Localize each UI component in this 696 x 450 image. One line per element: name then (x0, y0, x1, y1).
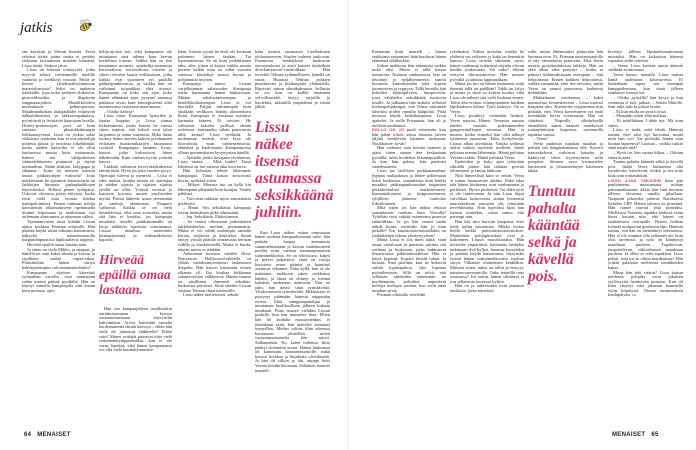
article-column (372, 50, 446, 298)
body-paragraph (450, 114, 524, 160)
body-paragraph (608, 73, 683, 96)
paragraph-text: Hirveää epäillä omaa lastaan näin. (27, 241, 88, 247)
paragraph-text: kivettyy jälleen läpitunkemattomaan muotoksi. Hän on kiskaissut kätensä vapaaksi äidin otteesta. (608, 49, 683, 64)
paragraph-text: Mutta jos tuo on hänen tyttärensä, mitä ihmettä tällä on päällään? Takki on lyhyt ja musta ja siinä on korkea kaulus, eikä Lissu ole nähnyt sitä vielä koskaan ennen. Takin alta erottuu viininpunainen tunikan läpikuultava helma. Tyttö kääntyy. On se Veera. (450, 81, 525, 114)
paragraph-text: Kampaaja tuntee Lissun varjelluimmat salaisuudet. Kampaaja tietää harmaanta hänen hiuksissaan. Mitään arkaluonteisempaa ja henkilökohtaisempaa Lissu ei voi kuvitella. Paljon intiimimpää kuin yksikään verkkoon ladattu alastonkuva ikinä. Kampaaja ei koskaan mainitse harmaita ääneen. Ei tarvitse. He vaihtavat katseita peilissä tämän todetessa: laitetaanko vähän punertavaa tällä kertaa? Lissu nyökkää. Ja molemmat tietävät, ettei kyse ole hiusväristä, vaan vanhenemisesta, elämästä ja kuolemasta. Kampaamossa ollaan perimmäisten kysymysten äärellä. (178, 81, 251, 156)
body-paragraph (450, 50, 524, 82)
body-paragraph (22, 50, 95, 68)
body-paragraph (608, 50, 683, 64)
paragraph-text: Prisman edustalla vetelehtii (377, 292, 426, 298)
body-paragraph (99, 307, 172, 353)
paragraph-text: Maksettuaan ostoksensa – kaksi maustettua kivennäisvettä – Lissu marssii kaupasta ulos. Kuvittelee viipyneensä niin pitkään, ettei Veera kavereineen voi enää mitenkään lorvia ovensuussa. Hän on väärässä. Nopealla silmäyksellä täsmälleen samat naamat malekoivat roskapönttöjen kupeessa, useimmilla tupakka suussa. (528, 94, 603, 137)
paragraph-text: – Hmm. Siis seksikästä, kampaaja toteaa tietäväinen pilke silmissään. (178, 205, 251, 215)
paragraph-text: – Mennään sitten yhtä matkaa. (613, 113, 667, 119)
article-column (255, 49, 334, 373)
paragraph-text: Lissu näkee tuetietoisen, seksik- (183, 292, 240, 298)
magazine-name: MENAISET (37, 432, 71, 438)
body-paragraph (450, 284, 524, 293)
body-paragraph (22, 68, 95, 220)
right-page (348, 0, 696, 450)
paragraph-text: Kampaamo sijaitsee kätevästi työmatkan varrella, vain muutaman sadan metrin päässä pysäkiltä. Hän on käynyt samalla kampaajalla niin kauan kuin muistaa, opis- (22, 269, 95, 293)
paragraph-text: Hän suo kampaajalleen tavallistakin aurinkoisemman hymyn vastaanottaessaan höyryävän kahvimukin. Arvioi kuitenkin samalla huolestuneena tämän kasvoja – eihän hän vielä ole jäämässä eläkkeelle? Eihän vain? Monet yrittäjät painavat töitä vielä seitsemänkymppisenäkin, kun ei ole varaa lopettaa, eikä hänen kampaajansa voi olla vielä kuuttakymmentä- (99, 305, 172, 353)
body-paragraph (99, 165, 172, 243)
paragraph-text: Missä hän teki väärin? Lissu kaivaa mielensä pohjalta esiin jokaisen syyllisyyttä herättävän muiston. Kun oli liian väsynyt eikä jaksanut kuunnella tytön höpötystä. Tämän ensimmäisen koulupäivän, »» (608, 269, 683, 298)
paragraph-text: Niin ihmeellistä kuin se onkin, Veera ei tunnu huomaavan äitiään. Ehkä siksi että hänen hiuksensa ovat vaaleammat ja pörhöiset. Hyvin pörhöiset. Tai ehkä tyttö ei ole tuntevinaan. Ja niin Lissu hiipii vaivihkaa kulsoovista sisään tyttärensä naureskelevan seurueen ohi, tyttärtään tervehtimättä. Niin typeräksi kuin hän itsensä tunteekin, vaisto sanoo, että parempi niin. (450, 173, 524, 220)
paragraph-text: Lissu juo lasillisen porkkanamehua, hyppää tuulipukuun ja lähtee polkemaan kohti keskustaa, samanlaista kuin kaikki muutkin pääkaupunkiseudun taajamien pikkukeskukset marketteineen, kunnantaloineen ja kirpputoreineen, tyhjilleen jääneine vanhoine liiketiloineen. (372, 168, 446, 206)
body-paragraph (178, 293, 251, 298)
paragraph-text: ran käytöstä ja Veeran ilmeitä. Veera selvästi tietää jotain mutta ei pettäisi siskoaan luottamusta mistään hinnasta, Lissu tietää. Siskosi jaloa. (22, 49, 95, 68)
paragraph-text: kään. Jostain syystä he eivät ole koskaan puhuneet hänen iästään. Tai lopettamisesta. Se on kuin jonkinlainen tabu, aihe, johon ei kajota vaikka muuta pörtein kaikki muu on tullut vuosien saatossa käsiteltyä monta kertaa ja pohjamutia myöten. (178, 49, 251, 82)
article-column (528, 50, 603, 295)
paragraph-text: – Toivoisin tukkaan myös samanlaista pörheyttä. (178, 196, 251, 206)
paragraph-text: – Veera, Lissu koettaa mutta äänestä särähtää avuttomuus. (608, 62, 683, 73)
pull-quote: Hirveää epäillä omaa lastaan. (99, 251, 171, 297)
paragraph-text: – Ei todellakaan. Lähde nyt. Mä tuun sitten. (608, 117, 683, 128)
paragraph-text: Siihen mekkoon hän ahtautuisi vaikka mikä olisi. Mutta ei tällä kertaa nutturoita. Nutturat vanhentavat, kun on täyttänyt jo neljäkymmentä, saavat huomion kiinnittymään joka arpeen juonteeseen ja ryppyyn. Tällä kerralla hän kokeilisi kiharapilveen, hiuspörröön, josta valahtelisi seksikkäitä suortuvia otsalle. Ja jalkaansa hän laittaisi sellaiset korkeapohjakengät, että Telma säärineen näyttäisi niiden rinnalla kääpiöltä. Pitää muistaa käydä kenkäkaupassa, Lissu ajattelee. Ja siellä Prismassa; hän oli jo melkein unohtanut. (372, 62, 446, 128)
paragraph-text: Aukeaman kuvassa säteilee Drew Barrymore. Hollywood-tähdellä on yllään vartalonmyötäisesti laskeutuva iltapuku. Hän katsoo kameraan toinen olkansa yli. Iho kuultaa kirkkaana salamavalojen välkkeessä. Hänen suunsa on aistillinen, ilmeensä seksikäs, hiuksensa pörröiset. Siinä säteilee Lissun vastaus Telman chaaristerontille. (178, 251, 251, 293)
paragraph-text: Hän kohottaa lehteä lähemmäs kampaajaa. Tämä katsoo arvioivasti kuvaa, nyökkää sitten. (178, 168, 251, 183)
body-paragraph (178, 50, 251, 82)
body-paragraph (22, 220, 95, 243)
body-paragraph (22, 248, 95, 271)
body-paragraph (528, 142, 603, 174)
body-paragraph (178, 156, 251, 170)
article-column (22, 50, 95, 293)
paragraph-text: Tuntuu pahalta kääntää selkä ja kävellä pois. Jättää Veera kulmiensa alta kyräilevän, kiroilevan, röökiä ja ties mitä kiskovan roskasakkiin. (608, 159, 683, 179)
paragraph-text: Lissu pysähtyy vetämään henkeä. Veera nauraa. Hänen Veeransa nauraa näiden mustiin pukeutuneiden gangsterinalkujen seurassa. Hän ei muista, koska viimeksi hän olisi nähnyt tyttärensä nauravan. Edes hymyilevän. Lissua alkaa arveluttaa. Vaikka sellaista onkin vaikea myöntää itselleen, häntä pelottaa mennä lähemmäs. Häntä pelottaa Veeran reaktio. Häntä pelottaa Veera. (450, 113, 524, 160)
article-column (608, 50, 683, 298)
body-paragraph (178, 252, 251, 293)
body-paragraph (372, 169, 446, 206)
paragraph-text: – Mikset. Minusta tuo on kyllä kin lähempänä pähkinää kuin burajaa. Vaalea pähkinä. (178, 182, 251, 197)
body-paragraph (372, 293, 446, 298)
paragraph-text: Hän on jo näkevinään rivin punaisia tunikoita, jotka näyttäisit (450, 283, 524, 293)
body-paragraph (450, 82, 524, 114)
paragraph-text: Lissu ottaa. Kampaaja hymyilee ja kaataa kuppiin, ja Lissu siunaa kirkonmiestä, jonka kanssa he vuosia sitten sopivat, että kahvit ovat talon tarjoamia ja sama vastaavat. Mikä ihana tuoksu, ihana tuoreen kahvin ja tuhansien erilaisten hiuskemikaalien huumaava cocktail. Kampaajan lämmin hymy, kasvot, jotka kirkastuvat hänet nähdessään. Kuin vanhan hyvän ystävän kasvot. (99, 113, 172, 165)
paragraph-text: Mutta Lissu ei siis mieti näitä, vaan omaa vartaloaan ja punaista satiinia sen verhona ja hiuksiaan, jotka hulmuavat ilmavirrassa pähkinänvaaleina. Hän ei käytä kypärää. Kypärä litistää tukan. Ja hiostaa. Sinä päivänä, kun ne keksivät säätää kypäräpakon, hän lopettaa pyöräilemisen. Sillä on selvä, että sellainen säädetään ennemmin tai myöhemmin; poliitikot näpertävät kieltoja kieltojen perään, kun eivät enää muuhun pysty. (372, 237, 446, 293)
paragraph-text: Ja sitten on vielä Mikko, ja naapuri, ja hänellä on vain kaksi silmää ja korvaa ja rajallinen määrä vapaa-aikaa. Pitäisiköhän hänen siirtyä kehittyneempiin valvontamenetelmiin? (22, 246, 95, 270)
section-kicker: jatkis (20, 20, 53, 36)
paragraph-text: Kun Lissu näkee, miten onnistunut hänen uudesta kampauksestaan tulee, hän päättää luopua aiemmasta suunnitelmastaan ja kaivaa vaatehuoneen perältä esiin vanhan tummanpunaisen satiinimekkonsa. Se on tyköistuva, kapea ja polvet paljastava, siinä on ristoja koristava avara pääntie ja kauniisti asettuvat olkaimet. Paha kyllä, hän ei ole mahtunut mekkoon sitten serkkunsa häiden, ja tämä on ehtinyt jo mennä kahdesti uudestaan naimisiin. Niin tai näin, hän näytti siinä tyrmäävältä. Yksikertaisesti tyrmäävältä. Mikkokaan ei pystynyt pitämään hänestä näppejään erossa. Eikä samppanjamaljan ja muutaman boolilasillisen jälkeen kukaan muukaan. Puna nousee vieläkin Lissun poskille, kun hän muistelee iltaa. Miten hän löi laudalta morsiamenkin, ei tietenkään saini, hän ajattelee autuaasti hymyillen. Miehet tulivat illan edetessä kertomaan yksitellen, miten vastustamattomalta hän näytti. Sulhanenkin. No, kuten todettua, liitto päättyi sittemmin eroon. Hänen hiuksensa oli kammattu banaanimuotoille, mikä korosti hoikkaa ja linjakasta yleisilmettä. Ja hän oli silloin jo äiti, anoppi hoiti Veeraa heidän kotonaan. Sellainen huomio imarteli. (255, 229, 330, 373)
paragraph-text: kelija-ajoista asti, eikä kampaamo ole muuttanut sinä aikana kuin kerran korttelista toiseen. Vaikka hän on itse muuttanut monesti, opiskelija-asunnosta kerrostaloon, kerrostalosta toiseen ja sitten rivitalon kautta erillistaloon, jotka kaikki ovat sijainneet eri puolilla pääkaupunkiseutua, ja vaikka hän on vaihtanut työpaikkaa yhtä useasti. Kampaamo on koko sen ajan, koko hänen elämänsä ajan, pysynyt samassa paikassa aivan kuin kiintopisteenä alati muuttuvassa sisäisessä maailmassa. (99, 49, 172, 110)
body-paragraph (178, 220, 251, 252)
pull-quote: Tuntuu pahalta kääntää selkä ja kävellä pois. (528, 183, 580, 286)
body-paragraph (255, 231, 330, 373)
paragraph-text: Lissu ei tiedä, mitä tehdä. Hänestä tuntuu, ettei saisi nyt luovuttaa, mutta mitä hän voi? Vai pitäisikö hänen vain luottaa lapseensa? Luottaa – vaikka tuskin enää tuntee tätä? (608, 127, 683, 151)
body-paragraph (22, 271, 95, 294)
body-paragraph (372, 206, 446, 238)
article-column (99, 50, 172, 353)
paragraph-text: – Veera! (533, 136, 548, 142)
section-lead-in: LISSU AJAA TAKAISIN (608, 177, 661, 183)
paragraph-text: – Hyvä on, hän vastaa hiljaa. – Odotan sinua kotona. (608, 150, 683, 160)
bee-icon (76, 18, 94, 32)
paragraph-text: rulla, mutta lähemmäksi päästyään hän huomaa eron. Ei, Prisman naistenosastolla ei näy samanlaisia puseroita. Eikä lisein mustia pystykauluksisia takkeja. Hän on yhtä aikaa sekä pettynyt – koska ei päässyt tutkimuksissaan eteenpäin – että helpottunut. Ennen kaikkea helpottunut, vaikka ymmärtää, ettei itse arvoitus, mistä Veera on saanut puseronsa, kadonnut mihinkään. (528, 49, 603, 96)
pull-quote: Lissu näkee itsensä astumassa seksikkäänä juhliin. (255, 118, 334, 221)
paragraph-text: Enemmän kuin imarteli – hänen serkkunsa epäonniset häät kuuluvat hänen elämänsä tähtihetkiin. (372, 49, 446, 64)
body-paragraph (608, 96, 683, 110)
body-paragraph (178, 82, 251, 156)
page-number: 64 (24, 432, 32, 438)
body-paragraph (450, 160, 524, 174)
body-paragraph (528, 50, 603, 96)
paragraph-text: – Oletko pyörällä? hän kysyy ja kun vastausta ei tule, jatkaa: – Soitan Mikolle. Saat tulla isän kyydissä kotiin. (608, 94, 683, 110)
body-paragraph (372, 238, 446, 293)
page-footer (612, 432, 665, 438)
paragraph-text: Veera katsoo muualle. Lissu tarttuu häntä uudestaan käsivarresta. Ei kuitenkaan rupea sen enempää kamppailemaan, kun tämä jälleen riuhtaisee itsensä irti. (608, 71, 683, 96)
paragraph-text: Veera pudottaa tupakan maahan ja peittää sen kengänkantansa alle. Kaverit naureskelevat, vaihtavat katseita ja kääntyvät sitten kyyristyneen selin poispäin. Sininen savu kiemurtelee hartioitten ja ylösnostettujen kaulusten takaa. (528, 140, 603, 174)
paragraph-text: – Se vaatisi oikeastaan jonkinlaisen tukkikäsittelyn, mieluin permanentin. Mutta ei voi tehdä molempia samalla kertaa, värjäystä ja käsittelyä. Sinun täytyy yrittää päättää seuraavaan kertaan rullilla ja hiuskiinteällä. Mutta ei hurda, näytän miten se tehdään. (178, 218, 251, 252)
body-paragraph (372, 64, 446, 128)
paragraph-text: Mitä sitten jos hän näkisi rekissä samanlaisen tunikan kuin Veeralla? Tyttöhän voisi väittää ostaneensa puseron säästöillään. Ja jos hän vaatisi saada nähdä kuitin, menisikö hän jo liian pitkälle? Kai kuusitoistavuotiaallakin on jonkinlainen oikeus yksityisyyteen? (372, 205, 446, 238)
article-column (178, 50, 251, 298)
page-number: 65 (651, 432, 659, 438)
body-paragraph (255, 50, 330, 110)
article-column (450, 50, 524, 293)
magazine-name: MENAISET (612, 432, 646, 438)
body-paragraph (608, 128, 683, 151)
body-paragraph (372, 50, 446, 64)
body-paragraph (372, 146, 446, 169)
paragraph-text: Lissu on lukenut teiniytyötä, jotka myyvät seksiä varhemmille mielille vaatteita ja meikkejä vastaan. Mistä se kertoo – yliseksualisoituneesta materialismista? Seksi on tunkenut kaikkialle, jopa koko perheen elokuviin, piirrosfilmeihin ja iltapäivän saippuasarjoihin. Musiikkivideot muistuttavat pehmopornoa. Maailmanluokan laulajatähdet esiintyvät nahkabikineissä ja takkoissapukuissa, pyörittävät ja levittävät haarojaan lavalla. Disney-prinsessojen povi on kuin suoraan plastiikkakirurgin leikkaussyvöstä. Lissu on joskus salaa vilkaissut tyttärään kun tv:ssä näyttelijät poljesta pintaa ja erootista liikehdintää, mutta näiden kasvoilta ei ole ollut luettavissa muuta kuin turtumusta, kaiken sen vähäpukeisen vääntelehtimisen pitämistä jo täysin normaalina. Nämä shakirat, ladygagat ja rihannat... Kuka loi miesten märistä unista pläkutyttöjen esikuvia? Joita matkiessaan he ajautuvat kaomiviarin tai farkkujen hinnasta paskapiäukkojen käytettäviksi. Hillmit pienet tyttöparat. Uskovat olevansa jotain erityistä, koska eivät vielä osaa erottaa ihailua manipuloinnista. Ennen vanhaan tyttöjä kasvatettiin alkuinumiseen opettamalla niinmä leipomaan ja neulomaan, nyt airlemaan alastomina ja ottamaan suihin. (22, 67, 95, 220)
body-paragraph (450, 220, 524, 284)
paragraph-text: Lääkärit vaihtuvat terveyskeskuksessa tämän tästä. Hyvä jos joka vuoden pysyy. Opettajat tulevat ja menevät – Lissu ei edes muista, kuinka monta eri opettajaa ja näiden sijaista ja sijaisen sijaista tytöllä on ollut. Ystävät eroavat ja katoavat kuvasta uusien puolisoiden myötä. Pomot lähtevät, uusia ylennetään ja vanhoja alennetaan. Naapurit vaihtuvat. Kaikki se on vielä kestettävissä, eikä oma aviorakin, mutta sitä hän ei kestäisi, jos kampaaja muuttaisi toiselle paikkakunnalle tai luoja nähköön lopettaisi toimintansa. Lissun maailma menettäisi kiintopisteensä ja todennäköisesti hajoaisi. (99, 163, 172, 243)
body-paragraph (608, 160, 683, 178)
body-paragraph (608, 179, 683, 271)
body-paragraph (178, 183, 251, 197)
paragraph-text: puoli seitsemän, kun hän palaa töistä, astuu bussista talven jäljiltä heräilevän luonnon tuoksuun. Nuuhkaisee: kevät! (372, 127, 446, 146)
paragraph-text: Tajunnanvirran tässä kohdin Lissun ajatus keskkaa Prisman edustalle. Hän päättää käydä töistä tultuaan katsomassa, näkyykö naistenosastolla burgundinpunaisia läpikuultavia toppeja. (22, 218, 95, 243)
paragraph-text: – Jep. Seksikästä. Ehdottomasti. (183, 214, 240, 220)
body-paragraph (99, 50, 172, 110)
page-footer (18, 432, 71, 438)
body-paragraph (608, 271, 683, 299)
paragraph-text: – Ajattelin jotain huvajaan vivahtavaa, Lissu vastaa. – Mitä luulet? Tässä lehdessä on itse asiassa aika kiva kuva. (178, 154, 251, 169)
section-lead-in: KELLO ON JO (372, 127, 405, 133)
paragraph-text: – Ei kun mulla on pyörä tossa. (613, 108, 667, 114)
paragraph-text: Hän vaihtaisi vain kotona vaatteet ja ajaisi sitten saman tien keskustaan pyörällä, tulisi hoidettua liikuntapuolikin. Ja kun hän palaisi, hän penkoisi vaatehuoneen. (372, 145, 446, 169)
paragraph-text: Hän käy niin harvoin kaupassa, ettei tiedä mihin suunnistaa. Mikko hoitaa heillä kaikki päivittäistavaraostokset. Markettien pohjapiirrokset ovat jo kadonneet Lissun muistikartalta. Hän hortoilee ympäriinsä, harhautuu hetkeksi tutkimaan dvd-hyllyä, huomaa kynsilakat ja päättää käydä katsomassa, löytyisikö rivistä hänen satiinimekkoonsa sopivaa sävyä. Vilkaisee ohimennen kenkiäkin. Muistaa sitten, miksi on tullut ja etsiytyy naistenvaateosastolle. Onko teineillä oma osastonsa? Jos onkin, hänen silmiinsä ei osu sellaisesta kertovaa kylttiä. (450, 218, 524, 284)
body-paragraph (528, 96, 603, 137)
body-paragraph (178, 169, 251, 183)
body-paragraph (450, 174, 524, 220)
paragraph-text: Epäröiden ja koko ajan tyttärtään silmällä pitäen hän taluttaa pyörän telineeseen ja laittaa lukkoon. (450, 159, 524, 174)
paragraph-text: kään itsensä astumassa Lindholmien olohuoneeseen. Kuulee puheen taukovan. Puotumon henkäyksen huokuvan vierasjoukosta ja aistii katseet täydellisiä drewbarrymore-vartaloillaan. Hän tervehtii Telmaa sydämellisesti, hänellä on varaa. Huomaa Telman poskien punoittavan ja hikikarpalot ylähuulella. Ripsiväri suturu silmäkulmassa. Sellaista se on, kun on kaikki emännän velvollisuudet, täytyy tarjoilla ja huolehtia, säästäillä ympärilnsä ja siistiä jälkiä. (255, 49, 330, 110)
paragraph-text: rykelmänä. Vaikea arvioida, ovatko he yhdessä vai erikseen ja kuka on kenenkin kanssa. Lissu siristää silmiään, myös hänen vanhempi tyttärensä näyttää olevan heidän joukossaan. Vai onko? Silmät vettyvät tihrustamisesta. Hän nousee pyörältä ja taluttaa lappumaltaan. (450, 49, 524, 82)
body-paragraph (372, 128, 446, 146)
paragraph-text: kuin pää pauhuneena, muistamatta mitään paluumatkastaan, äkkiä hän vain huomaa jälleen olevansa omalla pihallaan. Naapurin pihavalot palavat. Katoksessa kiiltelee CRV. Hänen talonsa on pimeänä. Hän tuntee itsensä yhtä pimeäksi. Mielikuva Veerasta tupakka kädessä vetää häset kasaan niin, että hänen on istahdettava ovirapulle. Betoni hohkaa kylmää tuulipuvun goretexin läpi. Hänestä tuntuu, että hän on menettänyt oikeutensa. Hän ei ole osannut olla sellainen äiti kuin olisi tarvinnut, ja tyttö on kääntynyt maailman puoleen. Tupakoivan, juopottelevan, väkivaltaisen maailman puoleen. Ja oliko se edes tupakkaa, Lissu pohtii, entä jos se olikin marihuanaa? Hän yrittää palauttaa mieleensä savukkeiden hajun. (608, 177, 683, 270)
body-paragraph (99, 114, 172, 165)
paragraph-text: – Otatko kahvia? (104, 108, 134, 114)
